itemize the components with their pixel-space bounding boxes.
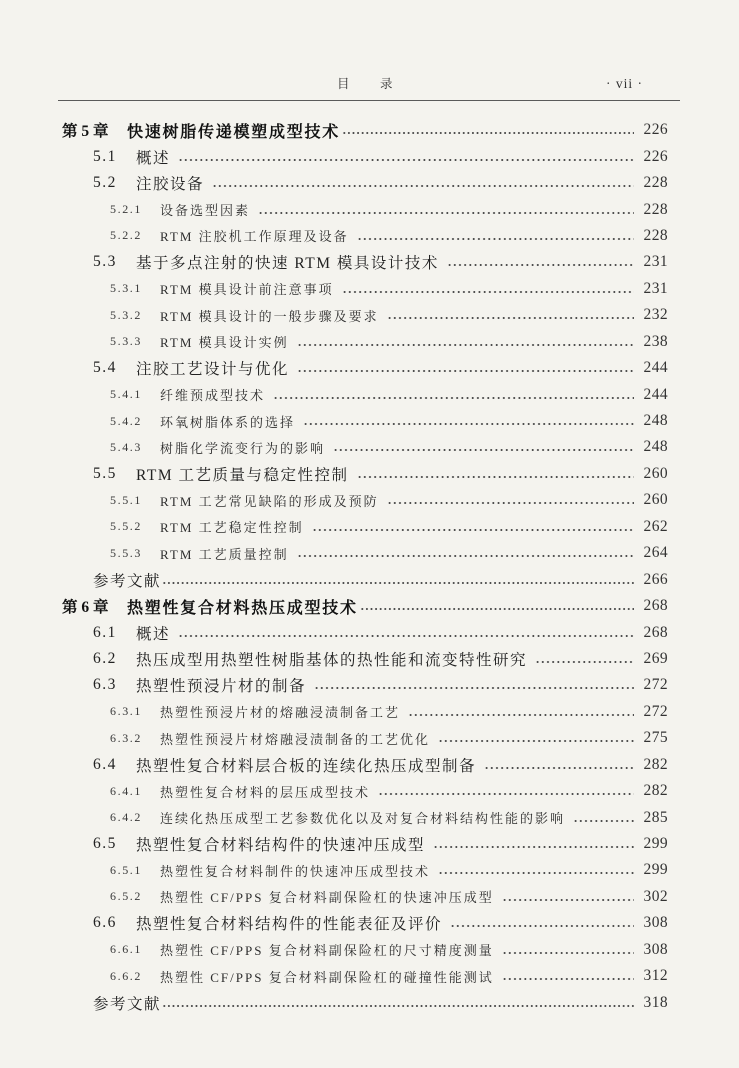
page-number: 248 [643, 412, 668, 430]
page-number: 231 [643, 279, 668, 297]
entry-number: 5.4.3 [110, 439, 142, 454]
entry-number: 5.2 [93, 174, 117, 192]
toc-references-row [0, 989, 739, 1015]
entry-number: 6.3 [93, 676, 117, 694]
entry-number: 5.5.1 [110, 492, 142, 507]
dot-leader [360, 607, 634, 611]
entry-title: 树脂化学流变行为的影响 [160, 440, 326, 456]
entry-title: 热塑性复合材料结构件的性能表征及评价 [136, 916, 443, 934]
toc-subsection-row [0, 540, 739, 566]
toc-subsection-row [0, 937, 739, 963]
toc-section-row [0, 831, 739, 857]
toc-subsection-row [0, 857, 739, 883]
entry-title: RTM 工艺常见缺陷的形成及预防 [160, 493, 379, 509]
entry-title: 参考文献 [93, 995, 162, 1013]
page-number: 228 [643, 200, 668, 218]
toc-subsection-row [0, 408, 739, 434]
page-number: 268 [643, 597, 668, 615]
entry-title: 热塑性复合材料结构件的快速冲压成型 [136, 837, 426, 855]
toc-references-row [0, 566, 739, 592]
dot-leader [447, 263, 634, 267]
entry-title: 注胶工艺设计与优化 [136, 361, 290, 379]
toc-section-row [0, 461, 739, 487]
dot-leader [212, 184, 634, 188]
toc-subsection-row [0, 963, 739, 989]
dot-leader [378, 792, 634, 796]
dot-leader [297, 343, 634, 347]
entry-title: 设备选型因素 [160, 203, 251, 219]
toc-subsection-row [0, 223, 739, 249]
table-of-contents [0, 117, 739, 1016]
dot-leader [484, 766, 634, 770]
page-number: 275 [643, 729, 668, 747]
entry-number: 5.5.3 [110, 545, 142, 560]
dot-leader [342, 131, 634, 135]
page-number: 272 [643, 702, 668, 720]
entry-title: 热塑性复合材料制件的快速冲压成型技术 [160, 863, 431, 879]
running-header [0, 74, 739, 94]
toc-subsection-row [0, 276, 739, 302]
entry-title: RTM 模具设计前注意事项 [160, 282, 334, 298]
page-number: 285 [643, 808, 668, 826]
dot-leader [450, 924, 634, 928]
page-number: 268 [643, 623, 668, 641]
dot-leader [297, 554, 634, 558]
page-number: 299 [643, 835, 668, 853]
page-number: 299 [643, 861, 668, 879]
entry-number: 6.2 [93, 649, 117, 667]
entry-number: 6.5 [93, 835, 117, 853]
page-number: 244 [643, 359, 668, 377]
page-number: 260 [643, 491, 668, 509]
page-number: 260 [643, 464, 668, 482]
entry-number: 6.1 [93, 623, 117, 641]
header-title: 目 录 [337, 77, 402, 91]
toc-section-row [0, 170, 739, 196]
entry-title: 注胶设备 [136, 176, 205, 194]
toc-subsection-row [0, 804, 739, 830]
toc-subsection-row [0, 302, 739, 328]
entry-title: RTM 工艺稳定性控制 [160, 520, 304, 536]
dot-leader [303, 422, 634, 426]
header-rule [58, 100, 680, 101]
dot-leader [258, 211, 634, 215]
entry-title: RTM 工艺质量与稳定性控制 [136, 466, 349, 484]
entry-number: 6.3.2 [110, 730, 142, 745]
toc-section-row [0, 910, 739, 936]
dot-leader [433, 845, 634, 849]
entry-number: 6.4.2 [110, 810, 142, 825]
entry-title: 概述 [136, 149, 171, 167]
toc-chapter-row [0, 117, 739, 143]
dot-leader [502, 898, 634, 902]
page-number: 248 [643, 438, 668, 456]
toc-section-row [0, 143, 739, 169]
entry-number: 6.6.1 [110, 942, 142, 957]
toc-chapter-row [0, 593, 739, 619]
entry-title: 概述 [136, 625, 171, 643]
entry-number: 第 5 章 [62, 123, 109, 141]
toc-section-row [0, 646, 739, 672]
entry-title: 纤维预成型技术 [160, 388, 266, 404]
dot-leader [178, 158, 634, 162]
dot-leader [297, 369, 634, 373]
toc-subsection-row [0, 196, 739, 222]
dot-leader [535, 660, 634, 664]
entry-number: 5.2.1 [110, 202, 142, 217]
dot-leader [273, 396, 634, 400]
entry-number: 6.4 [93, 755, 117, 773]
entry-number: 5.5 [93, 464, 117, 482]
toc-subsection-row [0, 725, 739, 751]
entry-number: 5.3 [93, 253, 117, 271]
dot-leader [387, 316, 634, 320]
entry-title: RTM 模具设计的一般步骤及要求 [160, 308, 379, 324]
dot-leader [162, 1004, 634, 1008]
page-number: 226 [643, 147, 668, 165]
page-number: 264 [643, 544, 668, 562]
page-number: 302 [643, 887, 668, 905]
toc-subsection-row [0, 487, 739, 513]
entry-title: 热塑性预浸片材的制备 [136, 678, 307, 696]
dot-leader [162, 581, 634, 585]
entry-title: 基于多点注射的快速 RTM 模具设计技术 [136, 255, 439, 273]
toc-section-row [0, 619, 739, 645]
entry-title: RTM 注胶机工作原理及设备 [160, 229, 349, 245]
dot-leader [333, 448, 634, 452]
toc-subsection-row [0, 514, 739, 540]
toc-section-row [0, 672, 739, 698]
toc-section-row [0, 249, 739, 275]
toc-subsection-row [0, 778, 739, 804]
entry-number: 6.4.1 [110, 783, 142, 798]
entry-number: 5.4.2 [110, 413, 142, 428]
entry-title: RTM 模具设计实例 [160, 335, 289, 351]
dot-leader [357, 475, 634, 479]
dot-leader [502, 977, 634, 981]
page-number: 232 [643, 306, 668, 324]
page-number: 269 [643, 649, 668, 667]
page-number: 282 [643, 782, 668, 800]
toc-subsection-row [0, 329, 739, 355]
entry-number: 6.5.1 [110, 862, 142, 877]
page-number: 308 [643, 940, 668, 958]
dot-leader [178, 634, 634, 638]
page-number: 318 [643, 993, 668, 1011]
page-number: 266 [643, 570, 668, 588]
entry-number: 6.3.1 [110, 704, 142, 719]
toc-subsection-row [0, 884, 739, 910]
entry-title: RTM 工艺质量控制 [160, 546, 289, 562]
dot-leader [438, 871, 634, 875]
page-number: 228 [643, 174, 668, 192]
page-number: 226 [643, 121, 668, 139]
page-number: 231 [643, 253, 668, 271]
page-number: 238 [643, 332, 668, 350]
dot-leader [573, 819, 634, 823]
toc-subsection-row [0, 381, 739, 407]
entry-title: 热压成型用热塑性树脂基体的热性能和流变特性研究 [136, 651, 528, 669]
entry-title: 快速树脂传递模塑成型技术 [127, 123, 341, 141]
dot-leader [314, 686, 634, 690]
entry-title: 热塑性 CF/PPS 复合材料副保险杠的碰撞性能测试 [160, 969, 494, 985]
entry-title: 参考文献 [93, 572, 162, 590]
entry-title: 环氧树脂体系的选择 [160, 414, 296, 430]
entry-number: 5.4 [93, 359, 117, 377]
dot-leader [408, 713, 634, 717]
toc-section-row [0, 752, 739, 778]
entry-number: 5.4.1 [110, 387, 142, 402]
entry-title: 连续化热压成型工艺参数优化以及对复合材料结构性能的影响 [160, 811, 566, 827]
page-number: 262 [643, 517, 668, 535]
dot-leader [357, 237, 634, 241]
entry-title: 热塑性复合材料热压成型技术 [127, 599, 358, 617]
dot-leader [438, 739, 634, 743]
entry-title: 热塑性预浸片材熔融浸渍制备的工艺优化 [160, 731, 431, 747]
dot-leader [342, 290, 634, 294]
dot-leader [312, 528, 634, 532]
toc-subsection-row [0, 434, 739, 460]
entry-title: 热塑性 CF/PPS 复合材料副保险杠的尺寸精度测量 [160, 943, 494, 959]
entry-title: 热塑性 CF/PPS 复合材料副保险杠的快速冲压成型 [160, 890, 494, 906]
entry-title: 热塑性复合材料的层压成型技术 [160, 784, 371, 800]
entry-number: 5.3.2 [110, 307, 142, 322]
entry-number: 5.1 [93, 147, 117, 165]
entry-number: 5.2.2 [110, 228, 142, 243]
page-number: 282 [643, 755, 668, 773]
entry-number: 6.5.2 [110, 889, 142, 904]
page-number: 312 [643, 967, 668, 985]
entry-number: 5.3.3 [110, 334, 142, 349]
entry-number: 6.6 [93, 914, 117, 932]
toc-section-row [0, 355, 739, 381]
toc-subsection-row [0, 699, 739, 725]
page-number: 308 [643, 914, 668, 932]
dot-leader [502, 951, 634, 955]
page-number: 228 [643, 226, 668, 244]
entry-number: 第 6 章 [62, 599, 109, 617]
entry-number: 5.5.2 [110, 519, 142, 534]
dot-leader [387, 501, 634, 505]
header-page-number: · vii · [606, 76, 643, 91]
entry-title: 热塑性复合材料层合板的连续化热压成型制备 [136, 757, 477, 775]
page-number: 244 [643, 385, 668, 403]
entry-number: 6.6.2 [110, 968, 142, 983]
entry-number: 5.3.1 [110, 281, 142, 296]
entry-title: 热塑性预浸片材的熔融浸渍制备工艺 [160, 705, 401, 721]
page-number: 272 [643, 676, 668, 694]
